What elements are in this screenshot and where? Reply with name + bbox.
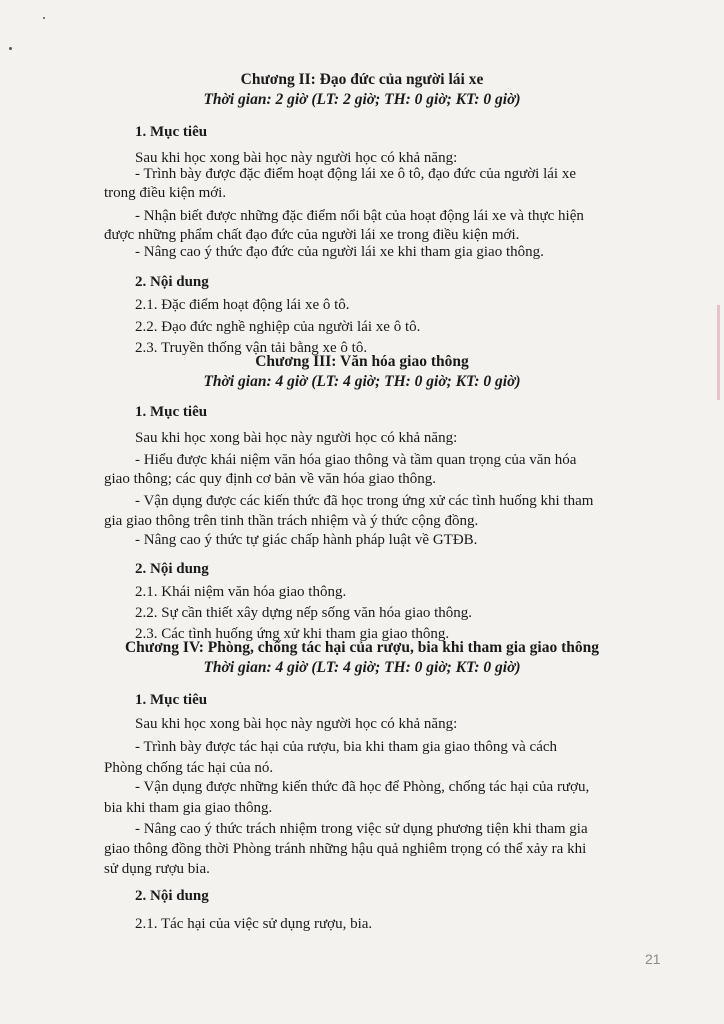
scan-edge-mark [717, 305, 720, 400]
objective-line: - Hiểu được khái niệm văn hóa giao thông và tầm quan trọng của văn hóa [135, 452, 577, 468]
chapter-title: Chương II: Đạo đức của người lái xe [240, 71, 484, 88]
chapter-title: Chương III: Văn hóa giao thông [255, 353, 469, 370]
objective-line: Sau khi học xong bài học này người học có khả năng: [135, 150, 458, 166]
objective-line: - Nâng cao ý thức trách nhiệm trong việc sử dụng phương tiện khi tham gia [135, 821, 588, 837]
scan-speck [43, 17, 45, 19]
content-line: 2.2. Đạo đức nghề nghiệp của người lái xe ô tô. [135, 319, 421, 335]
objective-line: - Vận dụng được những kiến thức đã học để Phòng, chống tác hại của rượu, [135, 779, 590, 795]
chapter-4-header [0, 638, 724, 678]
content-heading: 2. Nội dung [135, 561, 209, 577]
objective-line: Sau khi học xong bài học này người học có khả năng: [135, 716, 458, 732]
objective-line: được những phẩm chất đạo đức của người lái xe trong điều kiện mới. [104, 227, 520, 243]
objective-line: Sau khi học xong bài học này người học có khả năng: [135, 430, 458, 446]
objective-line: giao thông đồng thời Phòng tránh những hậu quả nghiêm trọng có thể xảy ra khi [104, 841, 587, 857]
chapter-time: Thời gian: 4 giờ (LT: 4 giờ; TH: 0 giờ; KT: 0 giờ) [203, 373, 521, 390]
objective-line: Phòng chống tác hại của nó. [104, 760, 274, 776]
content-line: 2.3. Truyền thống vận tải bằng xe ô tô. [135, 340, 368, 356]
chapter-title: Chương IV: Phòng, chống tác hại của rượu, bia khi tham gia giao thông [124, 639, 600, 656]
objective-heading: 1. Mục tiêu [135, 404, 208, 420]
content-line: 2.2. Sự cần thiết xây dựng nếp sống văn hóa giao thông. [135, 605, 473, 621]
objective-line: bia khi tham gia giao thông. [104, 800, 273, 816]
objective-heading: 1. Mục tiêu [135, 124, 208, 140]
content-heading: 2. Nội dung [135, 888, 209, 904]
objective-line: - Trình bày được đặc điểm hoạt động lái xe ô tô, đạo đức của người lái xe [135, 166, 576, 182]
page-number: 21 [645, 951, 661, 967]
content-line: 2.1. Khái niệm văn hóa giao thông. [135, 584, 347, 600]
chapter-time: Thời gian: 4 giờ (LT: 4 giờ; TH: 0 giờ; KT: 0 giờ) [203, 659, 521, 676]
content-line: 2.1. Đặc điểm hoạt động lái xe ô tô. [135, 297, 350, 313]
chapter-time: Thời gian: 2 giờ (LT: 2 giờ; TH: 0 giờ; KT: 0 giờ) [203, 91, 521, 108]
content-line: 2.1. Tác hại của việc sử dụng rượu, bia. [135, 916, 373, 932]
objective-line: gia giao thông trên tinh thần trách nhiệm và ý thức cộng đồng. [104, 513, 479, 529]
scan-speck [9, 47, 12, 50]
chapter-2-header [0, 70, 724, 110]
objective-line: giao thông; các quy định cơ bản về văn hóa giao thông. [104, 471, 437, 487]
objective-line: - Vận dụng được các kiến thức đã học trong ứng xử các tình huống khi tham [135, 493, 594, 509]
objective-line: sử dụng rượu bia. [104, 861, 210, 877]
objective-line: - Trình bày được tác hại của rượu, bia khi tham gia giao thông và cách [135, 739, 558, 755]
objective-line: - Nhận biết được những đặc điểm nổi bật của hoạt động lái xe và thực hiện [135, 208, 584, 224]
content-line: 2.3. Các tình huống ứng xử khi tham gia giao thông. [135, 626, 450, 642]
content-heading: 2. Nội dung [135, 274, 209, 290]
objective-line: trong điều kiện mới. [104, 185, 227, 201]
objective-line: - Nâng cao ý thức đạo đức của người lái xe khi tham gia giao thông. [135, 244, 544, 260]
objective-heading: 1. Mục tiêu [135, 692, 208, 708]
objective-line: - Nâng cao ý thức tự giác chấp hành pháp luật về GTĐB. [135, 532, 478, 548]
chapter-3-header [0, 352, 724, 392]
